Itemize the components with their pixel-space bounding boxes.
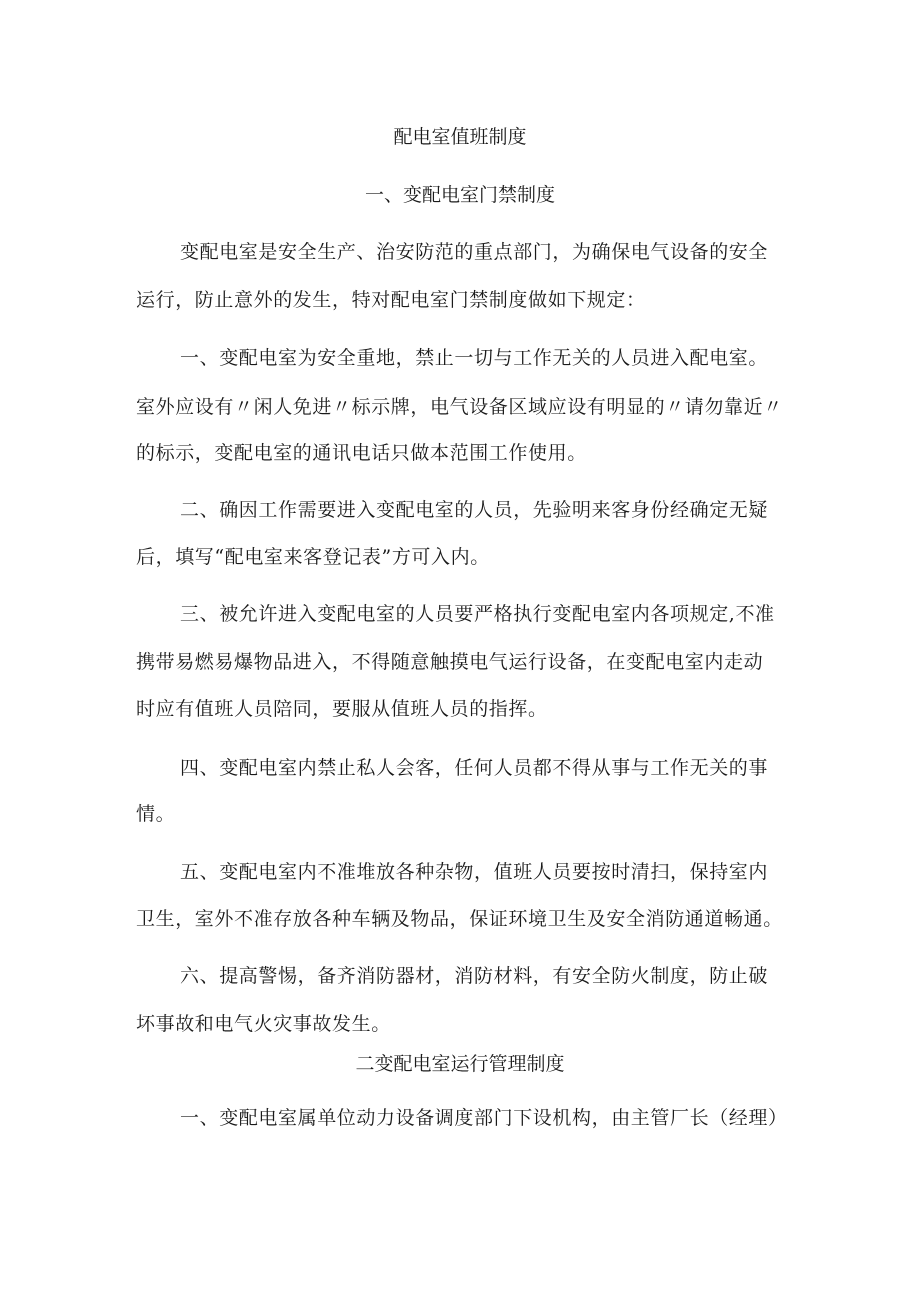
section-1-heading: 一、变配电室门禁制度: [364, 184, 555, 206]
paragraph-line: 二、确因工作需要进入变配电室的人员，先验明来客身份经确定无疑: [180, 499, 769, 521]
paragraph-line: 四、变配电室内禁止私人会客，任何人员都不得从事与工作无关的事: [180, 757, 769, 779]
paragraph-line: 六、提高警惕，备齐消防器材，消防材料，有安全防火制度，防止破: [180, 965, 769, 987]
paragraph-line: 卫生，室外不准存放各种车辆及物品，保证环境卫生及安全消防通道畅通。: [136, 908, 783, 930]
paragraph-line: 运行，防止意外的发生，特对配电室门禁制度做如下规定：: [136, 289, 646, 311]
section-2-heading: 二变配电室运行管理制度: [355, 1053, 565, 1075]
paragraph-line: 一、变配电室为安全重地，禁止一切与工作无关的人员进入配电室。: [180, 347, 769, 369]
paragraph-line: 五、变配电室内不准堆放各种杂物，值班人员要按时清扫，保持室内: [180, 861, 769, 883]
paragraph-line: 携带易燃易爆物品进入，不得随意触摸电气运行设备，在变配电室内走动: [136, 651, 764, 673]
paragraph-line: 坏事故和电气火灾事故发生。: [136, 1013, 391, 1035]
paragraph-line: 一、变配电室属单位动力设备调度部门下设机构，由主管厂长（经理）: [180, 1107, 788, 1129]
paragraph-line: 时应有值班人员陪同，要服从值班人员的指挥。: [136, 698, 548, 720]
document-title: 配电室值班制度: [393, 126, 527, 148]
paragraph-line: 室外应设有〃闲人免进〃标示牌，电气设备区域应设有明显的〃请勿靠近〃: [136, 396, 783, 418]
paragraph-line: 后，填写“配电室来客登记表”方可入内。: [136, 546, 490, 568]
paragraph-line: 三、被允许进入变配电室的人员要严格执行变配电室内各项规定,不准: [180, 603, 775, 625]
paragraph-line: 的标示，变配电室的通讯电话只做本范围工作使用。: [136, 442, 587, 464]
paragraph-line: 情。: [136, 803, 176, 825]
paragraph-line: 变配电室是安全生产、治安防范的重点部门，为确保电气设备的安全: [180, 241, 769, 263]
